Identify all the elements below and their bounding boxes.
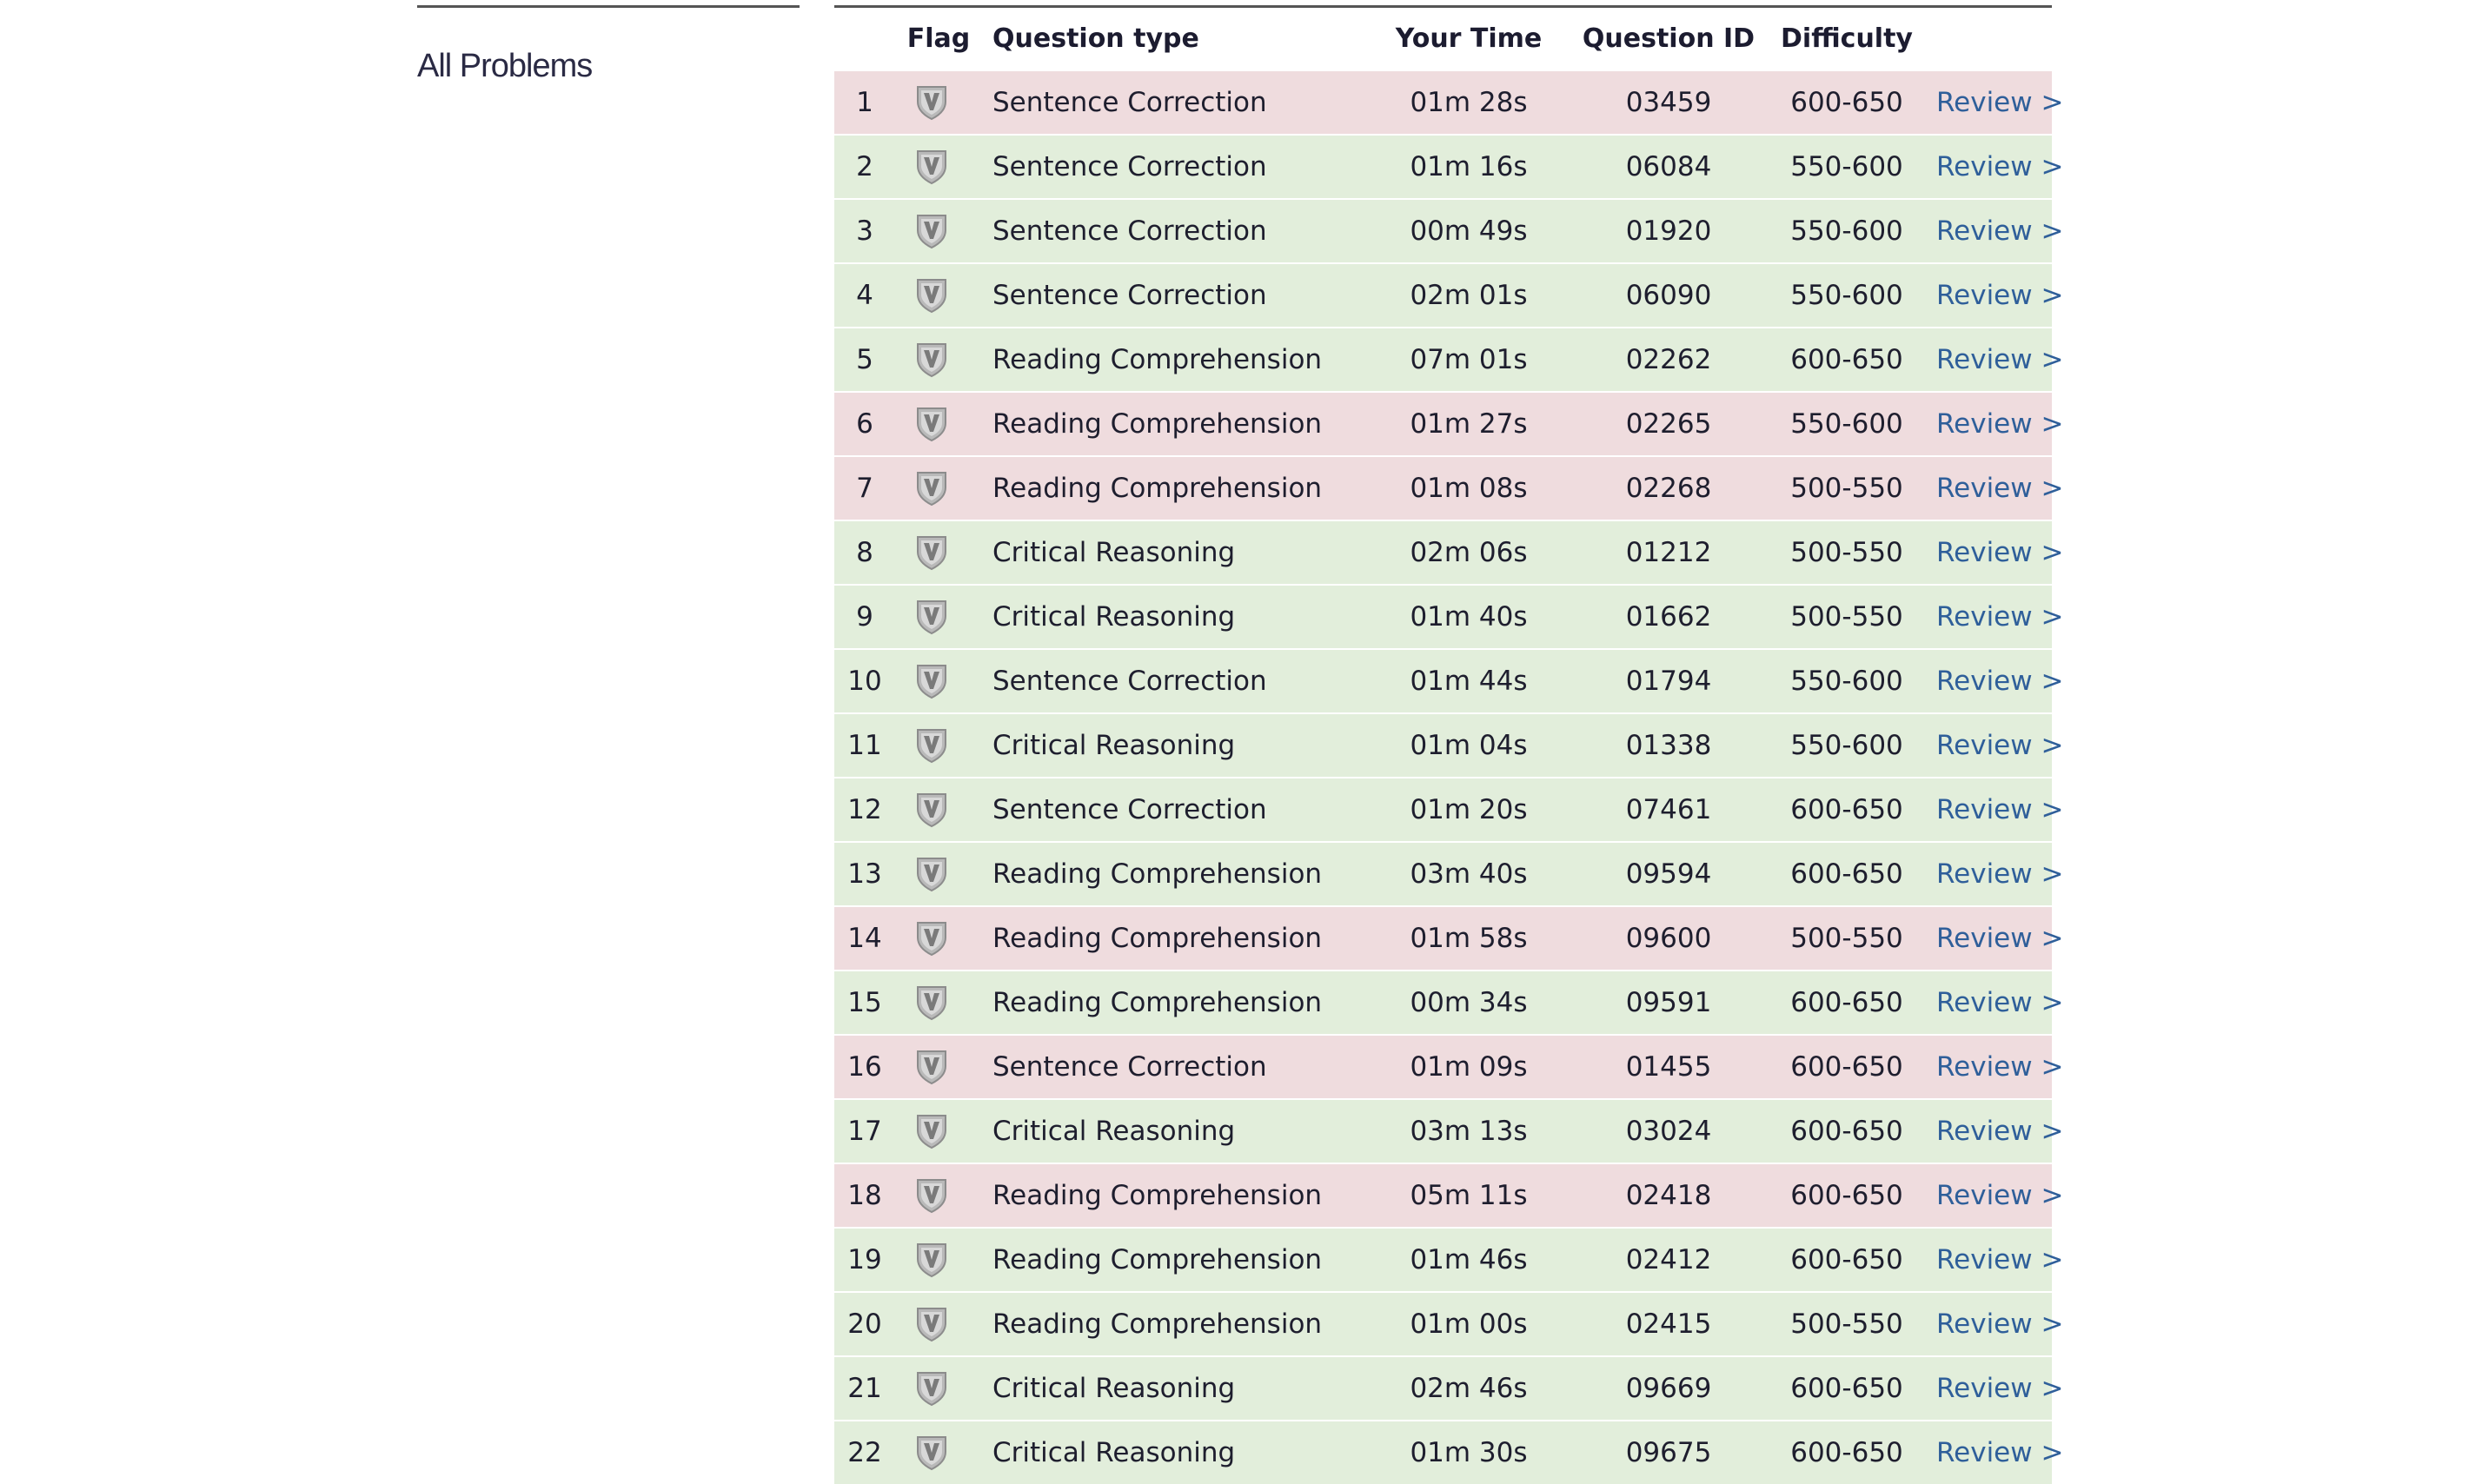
table-row (834, 392, 2052, 456)
row-number: 12 (834, 778, 895, 842)
question-type: Reading Comprehension (982, 1292, 1373, 1356)
flag-shield-icon[interactable] (914, 1049, 949, 1085)
flag-cell (895, 263, 982, 328)
difficulty: 600-650 (1773, 1356, 1921, 1421)
column-header-your-time: Your Time (1373, 7, 1564, 71)
table-row (834, 842, 2052, 906)
question-id: 02418 (1564, 1163, 1773, 1228)
review-link[interactable]: Review > (1936, 1308, 2064, 1340)
your-time: 01m 08s (1373, 456, 1564, 520)
flag-cell (895, 456, 982, 520)
row-number: 22 (834, 1421, 895, 1484)
difficulty: 600-650 (1773, 1421, 1921, 1484)
sidebar-divider (417, 5, 800, 8)
question-type: Critical Reasoning (982, 520, 1373, 585)
question-id: 09591 (1564, 971, 1773, 1035)
review-link[interactable]: Review > (1936, 344, 2064, 375)
question-type: Sentence Correction (982, 778, 1373, 842)
flag-cell (895, 585, 982, 649)
table-row (834, 456, 2052, 520)
your-time: 03m 40s (1373, 842, 1564, 906)
review-cell (1921, 778, 2064, 842)
row-number: 9 (834, 585, 895, 649)
column-header-number (834, 7, 895, 71)
review-cell (1921, 199, 2064, 263)
flag-shield-icon[interactable] (914, 341, 949, 378)
question-type: Critical Reasoning (982, 713, 1373, 778)
table-row (834, 1292, 2052, 1356)
difficulty: 600-650 (1773, 778, 1921, 842)
row-number: 21 (834, 1356, 895, 1421)
question-type: Reading Comprehension (982, 906, 1373, 971)
sidebar-heading[interactable]: All Problems (417, 48, 593, 84)
row-number: 7 (834, 456, 895, 520)
flag-shield-icon[interactable] (914, 1242, 949, 1278)
review-link[interactable]: Review > (1936, 1051, 2064, 1083)
table-row (834, 778, 2052, 842)
flag-cell (895, 520, 982, 585)
review-link[interactable]: Review > (1936, 151, 2064, 182)
difficulty: 550-600 (1773, 713, 1921, 778)
question-id: 03459 (1564, 70, 1773, 135)
review-cell (1921, 1035, 2064, 1099)
difficulty: 550-600 (1773, 199, 1921, 263)
question-id: 03024 (1564, 1099, 1773, 1163)
flag-cell (895, 906, 982, 971)
review-cell (1921, 520, 2064, 585)
review-cell (1921, 585, 2064, 649)
review-link[interactable]: Review > (1936, 215, 2064, 247)
review-cell (1921, 70, 2064, 135)
row-number: 4 (834, 263, 895, 328)
row-number: 20 (834, 1292, 895, 1356)
review-link[interactable]: Review > (1936, 537, 2064, 568)
flag-shield-icon[interactable] (914, 84, 949, 121)
difficulty: 600-650 (1773, 1163, 1921, 1228)
review-cell (1921, 135, 2064, 199)
your-time: 01m 27s (1373, 392, 1564, 456)
flag-shield-icon[interactable] (914, 1306, 949, 1342)
table-row (834, 328, 2052, 392)
question-type: Sentence Correction (982, 199, 1373, 263)
row-number: 10 (834, 649, 895, 713)
row-number: 11 (834, 713, 895, 778)
flag-shield-icon[interactable] (914, 213, 949, 249)
review-link[interactable]: Review > (1936, 87, 2064, 118)
review-link[interactable]: Review > (1936, 408, 2064, 440)
question-id: 06090 (1564, 263, 1773, 328)
table-row (834, 135, 2052, 199)
table-body (834, 70, 2064, 1484)
question-type: Reading Comprehension (982, 842, 1373, 906)
table-row (834, 1035, 2052, 1099)
question-id: 01794 (1564, 649, 1773, 713)
your-time: 01m 20s (1373, 778, 1564, 842)
difficulty: 550-600 (1773, 135, 1921, 199)
flag-cell (895, 649, 982, 713)
question-id: 01455 (1564, 1035, 1773, 1099)
table-row (834, 1099, 2052, 1163)
review-link[interactable]: Review > (1936, 1180, 2064, 1211)
table-row (834, 520, 2052, 585)
flag-shield-icon[interactable] (914, 277, 949, 314)
question-type: Critical Reasoning (982, 585, 1373, 649)
review-link[interactable]: Review > (1936, 1437, 2064, 1468)
flag-cell (895, 1228, 982, 1292)
question-id: 01920 (1564, 199, 1773, 263)
question-id: 01338 (1564, 713, 1773, 778)
review-cell (1921, 328, 2064, 392)
your-time: 05m 11s (1373, 1163, 1564, 1228)
review-cell (1921, 649, 2064, 713)
question-id: 02262 (1564, 328, 1773, 392)
row-number: 19 (834, 1228, 895, 1292)
review-cell (1921, 392, 2064, 456)
table-row (834, 1228, 2052, 1292)
review-link[interactable]: Review > (1936, 473, 2064, 504)
review-cell (1921, 456, 2064, 520)
question-id: 09675 (1564, 1421, 1773, 1484)
difficulty: 500-550 (1773, 906, 1921, 971)
flag-cell (895, 1356, 982, 1421)
review-cell (1921, 1292, 2064, 1356)
question-id: 02265 (1564, 392, 1773, 456)
flag-shield-icon[interactable] (914, 1370, 949, 1407)
sidebar (417, 5, 800, 85)
your-time: 01m 28s (1373, 70, 1564, 135)
your-time: 00m 49s (1373, 199, 1564, 263)
review-cell (1921, 906, 2064, 971)
your-time: 01m 58s (1373, 906, 1564, 971)
table-row (834, 971, 2052, 1035)
flag-cell (895, 778, 982, 842)
question-type: Sentence Correction (982, 1035, 1373, 1099)
question-type: Reading Comprehension (982, 1163, 1373, 1228)
question-type: Reading Comprehension (982, 456, 1373, 520)
your-time: 01m 09s (1373, 1035, 1564, 1099)
row-number: 6 (834, 392, 895, 456)
question-type: Critical Reasoning (982, 1356, 1373, 1421)
column-header-review (1921, 7, 2052, 71)
flag-shield-icon[interactable] (914, 534, 949, 571)
table-row (834, 1356, 2052, 1421)
row-number: 13 (834, 842, 895, 906)
flag-cell (895, 392, 982, 456)
review-link[interactable]: Review > (1936, 923, 2064, 954)
column-header-difficulty: Difficulty (1773, 7, 1921, 71)
your-time: 03m 13s (1373, 1099, 1564, 1163)
row-number: 15 (834, 971, 895, 1035)
review-cell (1921, 842, 2064, 906)
review-cell (1921, 1228, 2064, 1292)
difficulty: 600-650 (1773, 1035, 1921, 1099)
flag-cell (895, 1163, 982, 1228)
row-number: 8 (834, 520, 895, 585)
question-id: 09669 (1564, 1356, 1773, 1421)
question-id: 09600 (1564, 906, 1773, 971)
review-cell (1921, 971, 2064, 1035)
question-id: 02412 (1564, 1228, 1773, 1292)
flag-cell (895, 842, 982, 906)
flag-shield-icon[interactable] (914, 1113, 949, 1149)
row-number: 1 (834, 70, 895, 135)
row-number: 17 (834, 1099, 895, 1163)
question-type: Reading Comprehension (982, 1228, 1373, 1292)
row-number: 5 (834, 328, 895, 392)
your-time: 01m 40s (1373, 585, 1564, 649)
question-type: Reading Comprehension (982, 392, 1373, 456)
review-link[interactable]: Review > (1936, 794, 2064, 825)
flag-shield-icon[interactable] (914, 1434, 949, 1471)
question-type: Sentence Correction (982, 649, 1373, 713)
table-row (834, 713, 2052, 778)
review-link[interactable]: Review > (1936, 666, 2064, 697)
question-type: Sentence Correction (982, 263, 1373, 328)
flag-cell (895, 199, 982, 263)
row-number: 14 (834, 906, 895, 971)
row-number: 2 (834, 135, 895, 199)
review-cell (1921, 1099, 2064, 1163)
review-cell (1921, 1163, 2064, 1228)
question-id: 02268 (1564, 456, 1773, 520)
difficulty: 600-650 (1773, 842, 1921, 906)
flag-cell (895, 1099, 982, 1163)
table-row (834, 263, 2052, 328)
your-time: 01m 44s (1373, 649, 1564, 713)
difficulty: 550-600 (1773, 392, 1921, 456)
review-link[interactable]: Review > (1936, 1373, 2064, 1404)
your-time: 01m 46s (1373, 1228, 1564, 1292)
question-type: Reading Comprehension (982, 328, 1373, 392)
row-number: 18 (834, 1163, 895, 1228)
flag-shield-icon[interactable] (914, 856, 949, 892)
flag-cell (895, 713, 982, 778)
column-header-question-type: Question type (982, 7, 1373, 71)
table-row (834, 70, 2052, 135)
review-link[interactable]: Review > (1936, 1244, 2064, 1275)
flag-shield-icon[interactable] (914, 984, 949, 1021)
your-time: 01m 00s (1373, 1292, 1564, 1356)
table-row (834, 585, 2052, 649)
your-time: 07m 01s (1373, 328, 1564, 392)
review-cell (1921, 1421, 2064, 1484)
question-id: 01212 (1564, 520, 1773, 585)
review-cell (1921, 1356, 2064, 1421)
flag-cell (895, 971, 982, 1035)
row-number: 16 (834, 1035, 895, 1099)
flag-cell (895, 70, 982, 135)
review-link[interactable]: Review > (1936, 858, 2064, 890)
flag-shield-icon[interactable] (914, 149, 949, 185)
flag-shield-icon[interactable] (914, 792, 949, 828)
question-type: Critical Reasoning (982, 1099, 1373, 1163)
flag-cell (895, 328, 982, 392)
your-time: 02m 06s (1373, 520, 1564, 585)
flag-shield-icon[interactable] (914, 1177, 949, 1214)
your-time: 01m 30s (1373, 1421, 1564, 1484)
table-row (834, 906, 2052, 971)
flag-shield-icon[interactable] (914, 599, 949, 635)
flag-cell (895, 135, 982, 199)
column-header-question-id: Question ID (1564, 7, 1773, 71)
difficulty: 600-650 (1773, 1228, 1921, 1292)
difficulty: 500-550 (1773, 1292, 1921, 1356)
difficulty: 550-600 (1773, 649, 1921, 713)
difficulty: 600-650 (1773, 328, 1921, 392)
flag-shield-icon[interactable] (914, 727, 949, 764)
flag-shield-icon[interactable] (914, 920, 949, 957)
your-time: 01m 16s (1373, 135, 1564, 199)
flag-shield-icon[interactable] (914, 406, 949, 442)
difficulty: 500-550 (1773, 520, 1921, 585)
your-time: 02m 01s (1373, 263, 1564, 328)
question-id: 02415 (1564, 1292, 1773, 1356)
results-table-container (834, 5, 2064, 1484)
your-time: 02m 46s (1373, 1356, 1564, 1421)
flag-cell (895, 1292, 982, 1356)
review-link[interactable]: Review > (1936, 1116, 2064, 1147)
difficulty: 500-550 (1773, 456, 1921, 520)
table-row (834, 1163, 2052, 1228)
difficulty: 550-600 (1773, 263, 1921, 328)
flag-cell (895, 1035, 982, 1099)
review-link[interactable]: Review > (1936, 601, 2064, 633)
review-link[interactable]: Review > (1936, 730, 2064, 761)
question-type: Sentence Correction (982, 135, 1373, 199)
review-cell (1921, 713, 2064, 778)
review-link[interactable]: Review > (1936, 280, 2064, 311)
flag-shield-icon[interactable] (914, 470, 949, 507)
your-time: 01m 04s (1373, 713, 1564, 778)
row-number: 3 (834, 199, 895, 263)
difficulty: 600-650 (1773, 971, 1921, 1035)
flag-shield-icon[interactable] (914, 663, 949, 699)
flag-cell (895, 1421, 982, 1484)
review-link[interactable]: Review > (1936, 987, 2064, 1018)
question-id: 06084 (1564, 135, 1773, 199)
review-cell (1921, 263, 2064, 328)
difficulty: 600-650 (1773, 70, 1921, 135)
difficulty: 600-650 (1773, 1099, 1921, 1163)
question-id: 07461 (1564, 778, 1773, 842)
results-table (834, 5, 2064, 1484)
table-header-row (834, 7, 2052, 71)
question-id: 01662 (1564, 585, 1773, 649)
table-row (834, 199, 2052, 263)
question-id: 09594 (1564, 842, 1773, 906)
table-row (834, 649, 2052, 713)
question-type: Critical Reasoning (982, 1421, 1373, 1484)
your-time: 00m 34s (1373, 971, 1564, 1035)
difficulty: 500-550 (1773, 585, 1921, 649)
question-type: Sentence Correction (982, 70, 1373, 135)
question-type: Reading Comprehension (982, 971, 1373, 1035)
column-header-flag: Flag (895, 7, 982, 71)
table-row (834, 1421, 2052, 1484)
